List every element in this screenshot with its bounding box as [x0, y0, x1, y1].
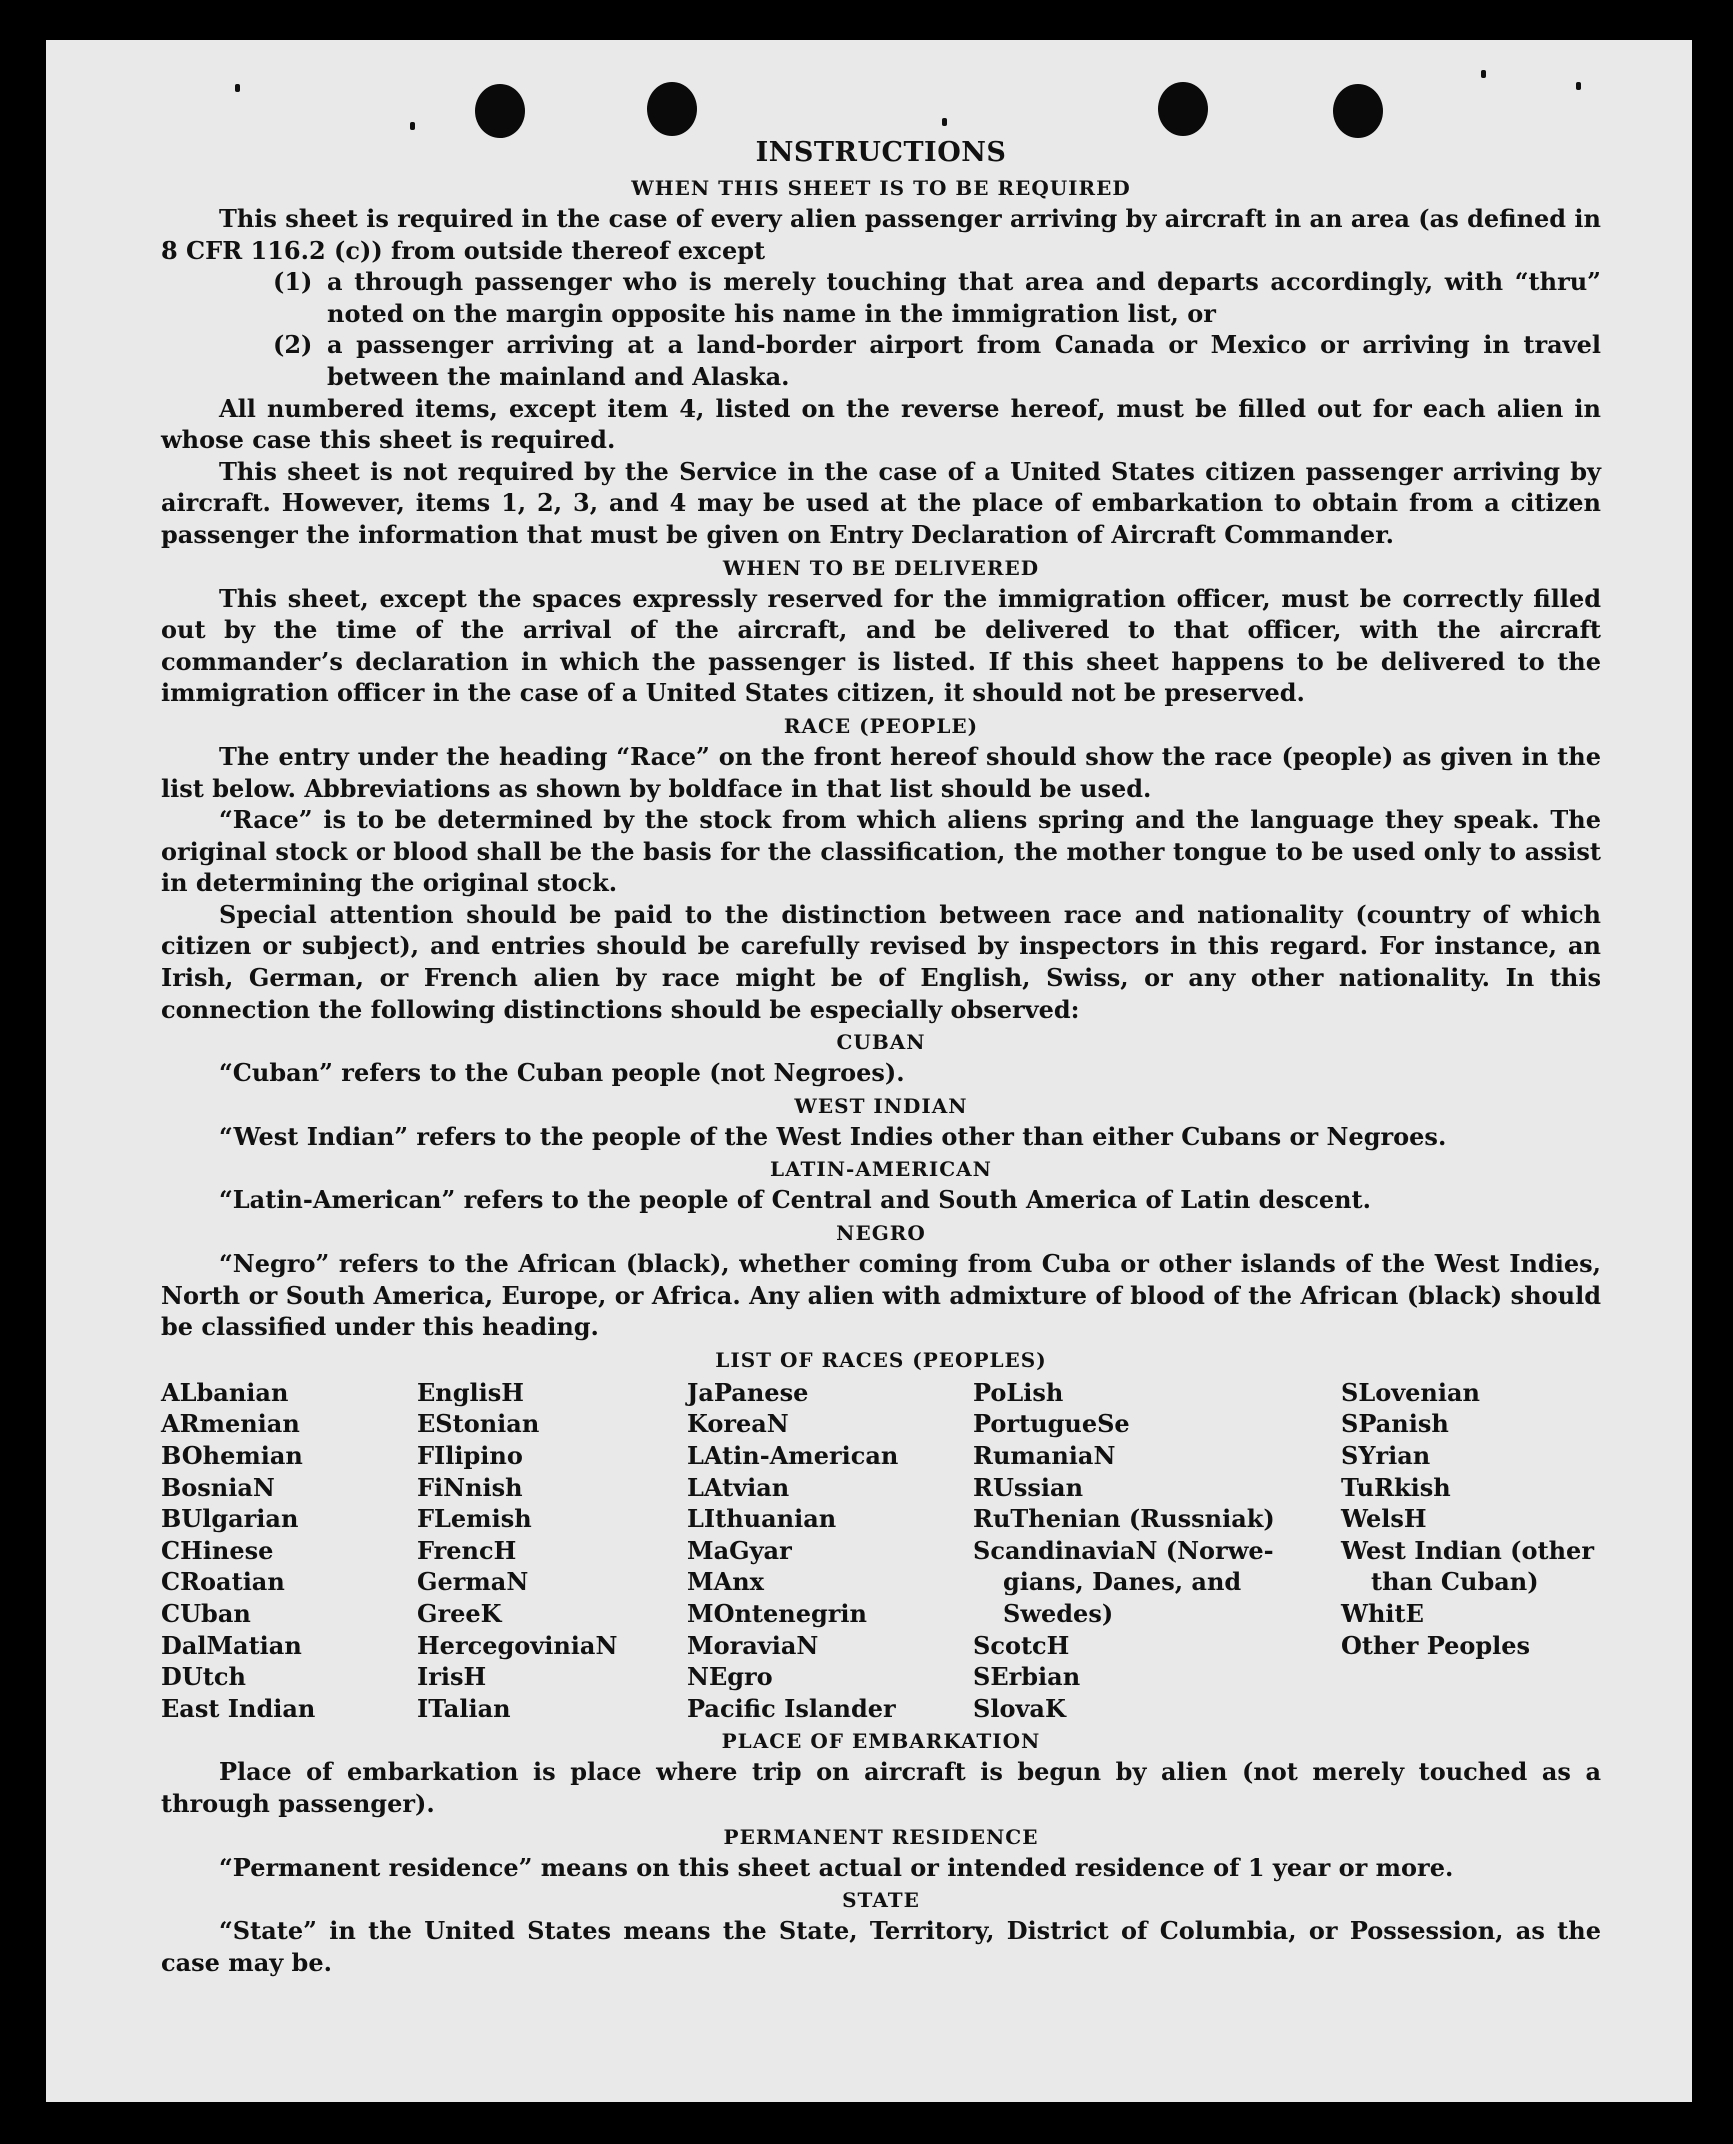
race-name: RuThenian (Russniak): [973, 1504, 1275, 1534]
race-name: MoraviaN: [687, 1630, 819, 1660]
item-number: (1): [273, 267, 313, 297]
race-column: [973, 1377, 1341, 1725]
race-name: MaGyar: [687, 1535, 792, 1565]
paragraph: This sheet, except the spaces expressly reserved for the immigration officer, must be correctly filled out by the time of the arrival of the aircraft, and be delivered to that officer, with the aircraft commander’s declaration in which the passenger is listed. If this sheet happens to be delivered to the immigration officer in the case of a United States citizen, it should not be preserved.: [161, 583, 1601, 708]
race-name: LAtin-American: [687, 1441, 899, 1470]
race-name: DUtch: [161, 1662, 246, 1692]
section-heading-required: WHEN THIS SHEET IS TO BE REQUIRED: [631, 176, 1131, 200]
race-name: DalMatian: [161, 1630, 302, 1660]
punch-hole: [475, 84, 525, 138]
paragraph: “Negro” refers to the African (black), whether coming from Cuba or other islands of the West Indies, North or South America, Europe, or Africa. Any alien with admixture of blood of the African (black) should be classified under this heading.: [161, 1249, 1601, 1342]
paragraph: “Race” is to be determined by the stock from which aliens spring and the language they speak. The original stock or blood shall be the basis for the classification, the mother tongue to be used only to assist in determining the original stock.: [161, 805, 1601, 898]
race-name: LIthuanian: [687, 1504, 837, 1534]
paragraph: “Permanent residence” means on this sheet actual or intended residence of 1 year or more.: [219, 1852, 1454, 1882]
race-name: SErbian: [973, 1662, 1081, 1692]
race-column: [161, 1377, 417, 1725]
race-name: RUssian: [973, 1472, 1084, 1502]
race-column: [687, 1377, 973, 1725]
document-page: [46, 40, 1692, 2102]
paragraph: “Latin-American” refers to the people of Central and South America of Latin descent.: [219, 1185, 1371, 1215]
race-name: WhitE: [1341, 1598, 1424, 1628]
race-name: SLovenian: [1341, 1377, 1480, 1407]
item-number: (2): [273, 330, 313, 360]
paragraph: “State” in the United States means the State, Territory, District of Columbia, or Possession, as the case may be.: [161, 1916, 1601, 1977]
race-column: [1341, 1377, 1601, 1725]
speck: [942, 118, 947, 126]
item-text: a passenger arriving at a land-border airport from Canada or Mexico or arriving in travel between the mainland and Alaska.: [327, 330, 1601, 391]
paragraph: All numbered items, except item 4, listed on the reverse hereof, must be filled out for each alien in whose case this sheet is required.: [161, 393, 1601, 455]
race-name: MOntenegrin: [687, 1598, 867, 1628]
race-name: Pacific Islander: [687, 1693, 896, 1723]
race-name: HercegoviniaN: [417, 1630, 618, 1660]
paragraph: Place of embarkation is place where trip on aircraft is begun by alien (not merely touched as a through passenger).: [161, 1757, 1601, 1818]
race-name: Other Peoples: [1341, 1630, 1531, 1660]
race-name: KoreaN: [687, 1409, 789, 1439]
race-name: ARmenian: [161, 1409, 300, 1439]
paragraph: “Cuban” refers to the Cuban people (not Negroes).: [219, 1058, 905, 1088]
speck: [1576, 82, 1581, 90]
race-name: BosniaN: [161, 1472, 275, 1502]
paragraph: The entry under the heading “Race” on the front hereof should show the race (people) as given in the list below. Abbreviations as shown by boldface in that list should be used.: [161, 741, 1601, 803]
race-name: WelsH: [1341, 1504, 1427, 1534]
section-heading-embarkation: PLACE OF EMBARKATION: [721, 1729, 1041, 1754]
race-name: FiNnish: [417, 1472, 523, 1502]
race-name: CRoatian: [161, 1567, 285, 1597]
race-name: IrisH: [417, 1662, 487, 1692]
punch-hole: [647, 82, 697, 136]
race-name: gians, Danes, and: [1003, 1567, 1242, 1597]
list-item: [161, 329, 1601, 392]
list-item: [161, 266, 1601, 329]
race-name: LAtvian: [687, 1472, 790, 1502]
instructions-content: [161, 135, 1601, 1978]
race-name: MAnx: [687, 1567, 764, 1597]
race-name: CHinese: [161, 1535, 274, 1565]
paragraph: “West Indian” refers to the people of the West Indies other than either Cubans or Negroes.: [219, 1121, 1447, 1151]
race-name: than Cuban): [1371, 1567, 1539, 1597]
race-name: GermaN: [417, 1567, 529, 1597]
section-heading-west-indian: WEST INDIAN: [794, 1093, 968, 1118]
race-name: BOhemian: [161, 1441, 303, 1470]
speck: [235, 84, 240, 92]
section-heading-list-of-races: LIST OF RACES (PEOPLES): [715, 1347, 1047, 1372]
race-name: ScotcH: [973, 1630, 1070, 1660]
race-column: [417, 1377, 687, 1725]
section-heading-delivered: WHEN TO BE DELIVERED: [722, 555, 1040, 580]
race-name: SYrian: [1341, 1441, 1431, 1470]
race-name: EnglisH: [417, 1377, 524, 1407]
race-name: NEgro: [687, 1662, 773, 1692]
punch-hole: [1158, 82, 1208, 136]
race-name: ALbanian: [161, 1377, 289, 1407]
race-name: BUlgarian: [161, 1504, 299, 1534]
race-name: PoLish: [973, 1377, 1064, 1407]
section-heading-negro: NEGRO: [836, 1221, 926, 1246]
section-heading-latin-american: LATIN-AMERICAN: [770, 1157, 992, 1182]
race-name: East Indian: [161, 1693, 316, 1723]
race-name: Swedes): [1003, 1598, 1114, 1628]
race-name: West Indian (other: [1341, 1535, 1594, 1565]
punch-hole: [1333, 84, 1383, 138]
race-name: CUban: [161, 1598, 251, 1628]
section-heading-race: RACE (PEOPLE): [783, 713, 979, 738]
races-table: [161, 1377, 1601, 1725]
item-text: a through passenger who is merely touching that area and departs accordingly, with “thru” noted on the margin opposite his name in the immigration list, or: [327, 267, 1601, 328]
paragraph: Special attention should be paid to the distinction between race and nationality (country of which citizen or subject), and entries should be carefully revised by inspectors in this regard. For instance, an Irish, German, or French alien by race might be of English, Swiss, or any other nationality. In this connection the following distinctions should be especially observed:: [161, 899, 1601, 1024]
section-heading-residence: PERMANENT RESIDENCE: [723, 1824, 1039, 1849]
race-name: SlovaK: [973, 1693, 1066, 1723]
speck: [1481, 70, 1486, 78]
race-name: TuRkish: [1341, 1472, 1451, 1502]
race-name: JaPanese: [687, 1377, 809, 1407]
race-name: SPanish: [1341, 1409, 1449, 1439]
section-heading-cuban: CUBAN: [836, 1030, 926, 1055]
race-name: FLemish: [417, 1504, 532, 1534]
race-name: ScandinaviaN (Norwe-: [973, 1535, 1274, 1565]
race-name: FrencH: [417, 1535, 517, 1565]
race-name: ITalian: [417, 1693, 511, 1723]
page-title: INSTRUCTIONS: [755, 137, 1007, 168]
race-name: EStonian: [417, 1409, 540, 1439]
paragraph: This sheet is not required by the Service in the case of a United States citizen passenger arriving by aircraft. However, items 1, 2, 3, and 4 may be used at the place of embarkation to obtain from a citizen passenger the information that must be given on Entry Declaration of Aircraft Commander.: [161, 456, 1601, 549]
section-heading-state: STATE: [842, 1888, 920, 1913]
paragraph: This sheet is required in the case of every alien passenger arriving by aircraft in an area (as defined in 8 CFR 116.2 (c)) from outside thereof except: [161, 204, 1601, 265]
speck: [410, 122, 415, 130]
race-name: GreeK: [417, 1598, 502, 1628]
race-name: FIlipino: [417, 1441, 523, 1470]
race-name: PortugueSe: [973, 1409, 1130, 1439]
race-name: RumaniaN: [973, 1441, 1116, 1470]
